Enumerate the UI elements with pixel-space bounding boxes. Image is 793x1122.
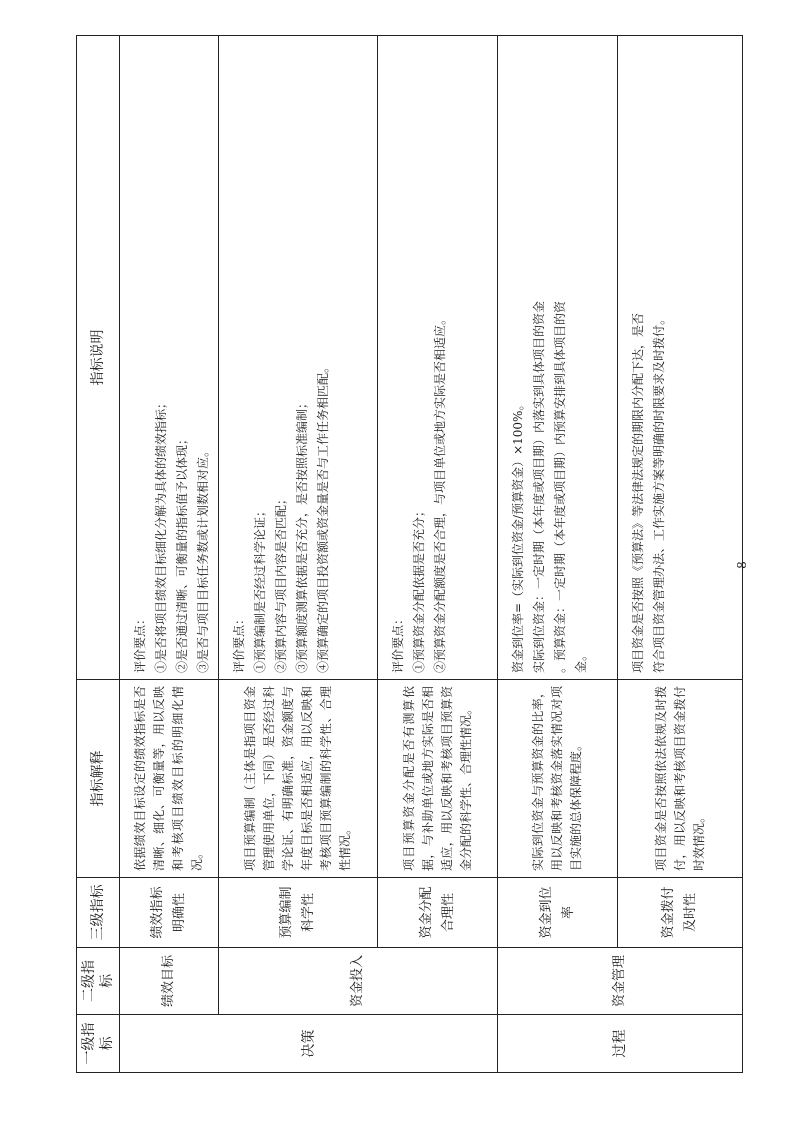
description-line: ③预算额度测算依据是否充分，是否按照标准编制；	[295, 396, 309, 673]
description-cell	[618, 36, 743, 680]
table-row	[120, 36, 219, 1073]
explanation-cell: 依据绩效目标设定的绩效指标是否清晰、细化、可衡量等，用以反映和考核项目绩效目标的明细化情况。	[120, 680, 219, 878]
level1-cell: 过程	[498, 1015, 743, 1073]
description-cell	[378, 36, 498, 680]
description-line: ②预算资金分配额度是否合理，与项目单位或地方实际是否相适应。	[433, 312, 447, 673]
description-line: ①预算编制是否经过科学论证；	[253, 504, 267, 673]
page-number: 8	[734, 561, 749, 569]
description-line: 实际到位资金：一定时期（本年度或项目期）内落实到具体项目的资金	[532, 300, 546, 673]
level2-cell: 资金投入	[219, 948, 498, 1015]
description-line: 金。	[574, 648, 588, 673]
indicator-table	[76, 35, 743, 1073]
header-description: 指标说明	[77, 36, 120, 680]
description-line: ②预算内容与项目内容是否匹配；	[274, 492, 288, 673]
description-line: 项目资金是否按照《预算法》等法律法规定的期限内分配下达，是否	[631, 312, 645, 673]
description-cell	[120, 36, 219, 680]
description-cell	[219, 36, 378, 680]
table-header-row	[77, 36, 120, 1073]
description-line: 符合项目资金管理办法、工作实施方案等明确的时限要求及时拨付。	[652, 312, 666, 673]
description-line: 评价要点：	[133, 612, 147, 673]
table-row	[219, 36, 378, 1073]
description-line: 资金到位率=（实际到位资金/预算资金）×100%。	[511, 398, 525, 673]
description-line: 评价要点：	[232, 612, 246, 673]
table-row	[498, 36, 618, 1073]
header-level1: 一级指标	[77, 1015, 120, 1073]
description-line: 评价要点：	[391, 612, 405, 673]
level3-cell: 资金拨付及时性	[618, 878, 743, 948]
level3-cell: 绩效指标明确性	[120, 878, 219, 948]
table-row	[378, 36, 498, 1073]
description-line: 。预算资金：一定时期（本年度或项目期）内预算安排到具体项目的资	[553, 300, 567, 673]
explanation-cell: 实际到位资金与预算资金的比率，用以反映和考核资金落实情况对项目实施的总体保障程度。	[498, 680, 618, 878]
table-row	[618, 36, 743, 1073]
description-line: ②是否通过清晰、可衡量的指标值予以体现；	[175, 432, 189, 673]
description-line: ④预算确定的项目投资额或资金量是否与工作任务相匹配。	[316, 360, 330, 673]
level3-cell: 预算编制科学性	[219, 878, 378, 948]
header-explanation: 指标解释	[77, 680, 120, 878]
description-line: ①是否将项目绩效目标细化分解为具体的绩效指标；	[154, 396, 168, 673]
explanation-cell: 项目预算资金分配是否有测算依据，与补助单位或地方实际是否相适应，用以反映和考核项目预算资金分配的科学性、合理性情况。	[378, 680, 498, 878]
explanation-cell: 项目预算编制（主体是指项目资金管理使用单位，下同）是否经过科学论证、有明确标准，资金额度与年度目标是否相适应，用以反映和考核项目预算编制的科学性、合理性情况。	[219, 680, 378, 878]
level2-cell: 资金管理	[498, 948, 743, 1015]
header-level2: 二级指标	[77, 948, 120, 1015]
description-cell	[498, 36, 618, 680]
header-level3: 三级指标	[77, 878, 120, 948]
level3-cell: 资金分配合理性	[378, 878, 498, 948]
level3-cell: 资金到位率	[498, 878, 618, 948]
explanation-cell: 项目资金是否按照依法依规及时拨付，用以反映和考核项目资金拨付时效情况。	[618, 680, 743, 878]
description-line: ③是否与项目目标任务数或计划数相对应。	[196, 444, 210, 673]
indicator-table-rotated	[76, 36, 741, 1073]
description-line: ①预算资金分配依据是否充分；	[412, 504, 426, 673]
level1-cell: 决策	[120, 1015, 498, 1073]
level2-cell: 绩效目标	[120, 948, 219, 1015]
